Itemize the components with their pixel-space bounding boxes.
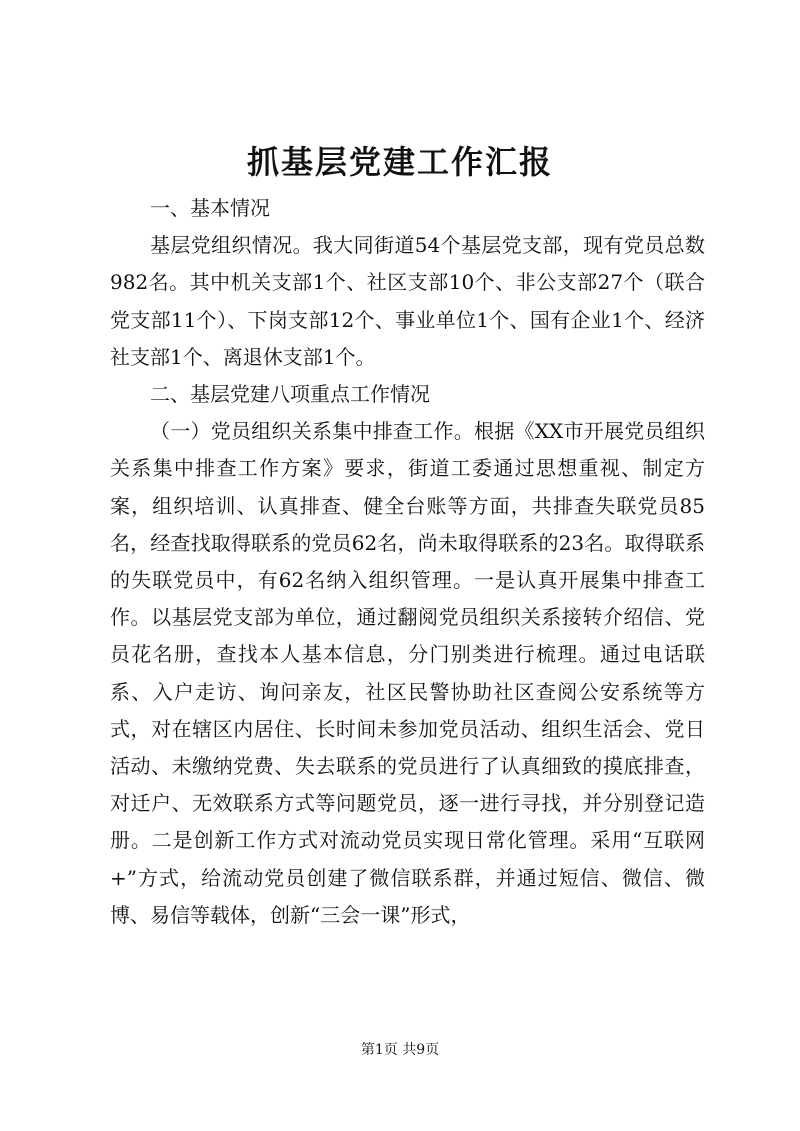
- section-heading-basic-situation: 一、基本情况: [150, 196, 270, 220]
- paragraph-party-organization-overview: 基层党组织情况。我大同街道54个基层党支部，现有党员总数982名。其中机关支部1个、社区支部10个、非公支部27个（联合党支部11个）、下岗支部12个、事业单位1个、国有企业1个、经济社支部1个、离退休支部1个。: [110, 233, 705, 369]
- section-heading-eight-key-tasks: 二、基层党建八项重点工作情况: [150, 382, 430, 407]
- page-number-footer: 第1页 共9页: [360, 1042, 440, 1058]
- document-title: 抓基层党建工作汇报: [246, 143, 553, 181]
- document-body: [110, 190, 705, 934]
- paragraph-membership-investigation: （一）党员组织关系集中排查工作。根据《XX市开展党员组织关系集中排查工作方案》要求，街道工委通过思想重视、制定方案，组织培训、认真排查、健全台账等方面，共排查失联党员85名，经查找取得联系的党员62名，尚未取得联系的23名。取得联系的失联党员中，有62名纳入组织管理。一是认真开展集中排查工作。以基层党支部为单位，通过翻阅党员组织关系接转介绍信、党员花名册，查找本人基本信息，分门别类进行梳理。通过电话联系、入户走访、询问亲友，社区民警协助社区查阅公安系统等方式，对在辖区内居住、长时间未参加党员活动、组织生活会、党日活动、未缴纳党费、失去联系的党员进行了认真细致的摸底排查，对迁户、无效联系方式等问题党员，逐一进行寻找，并分别登记造册。二是创新工作方式对流动党员实现日常化管理。采用“互联网+”方式，给流动党员创建了微信联系群，并通过短信、微信、微博、易信等载体，创新“三会一课”形式，: [110, 419, 705, 927]
